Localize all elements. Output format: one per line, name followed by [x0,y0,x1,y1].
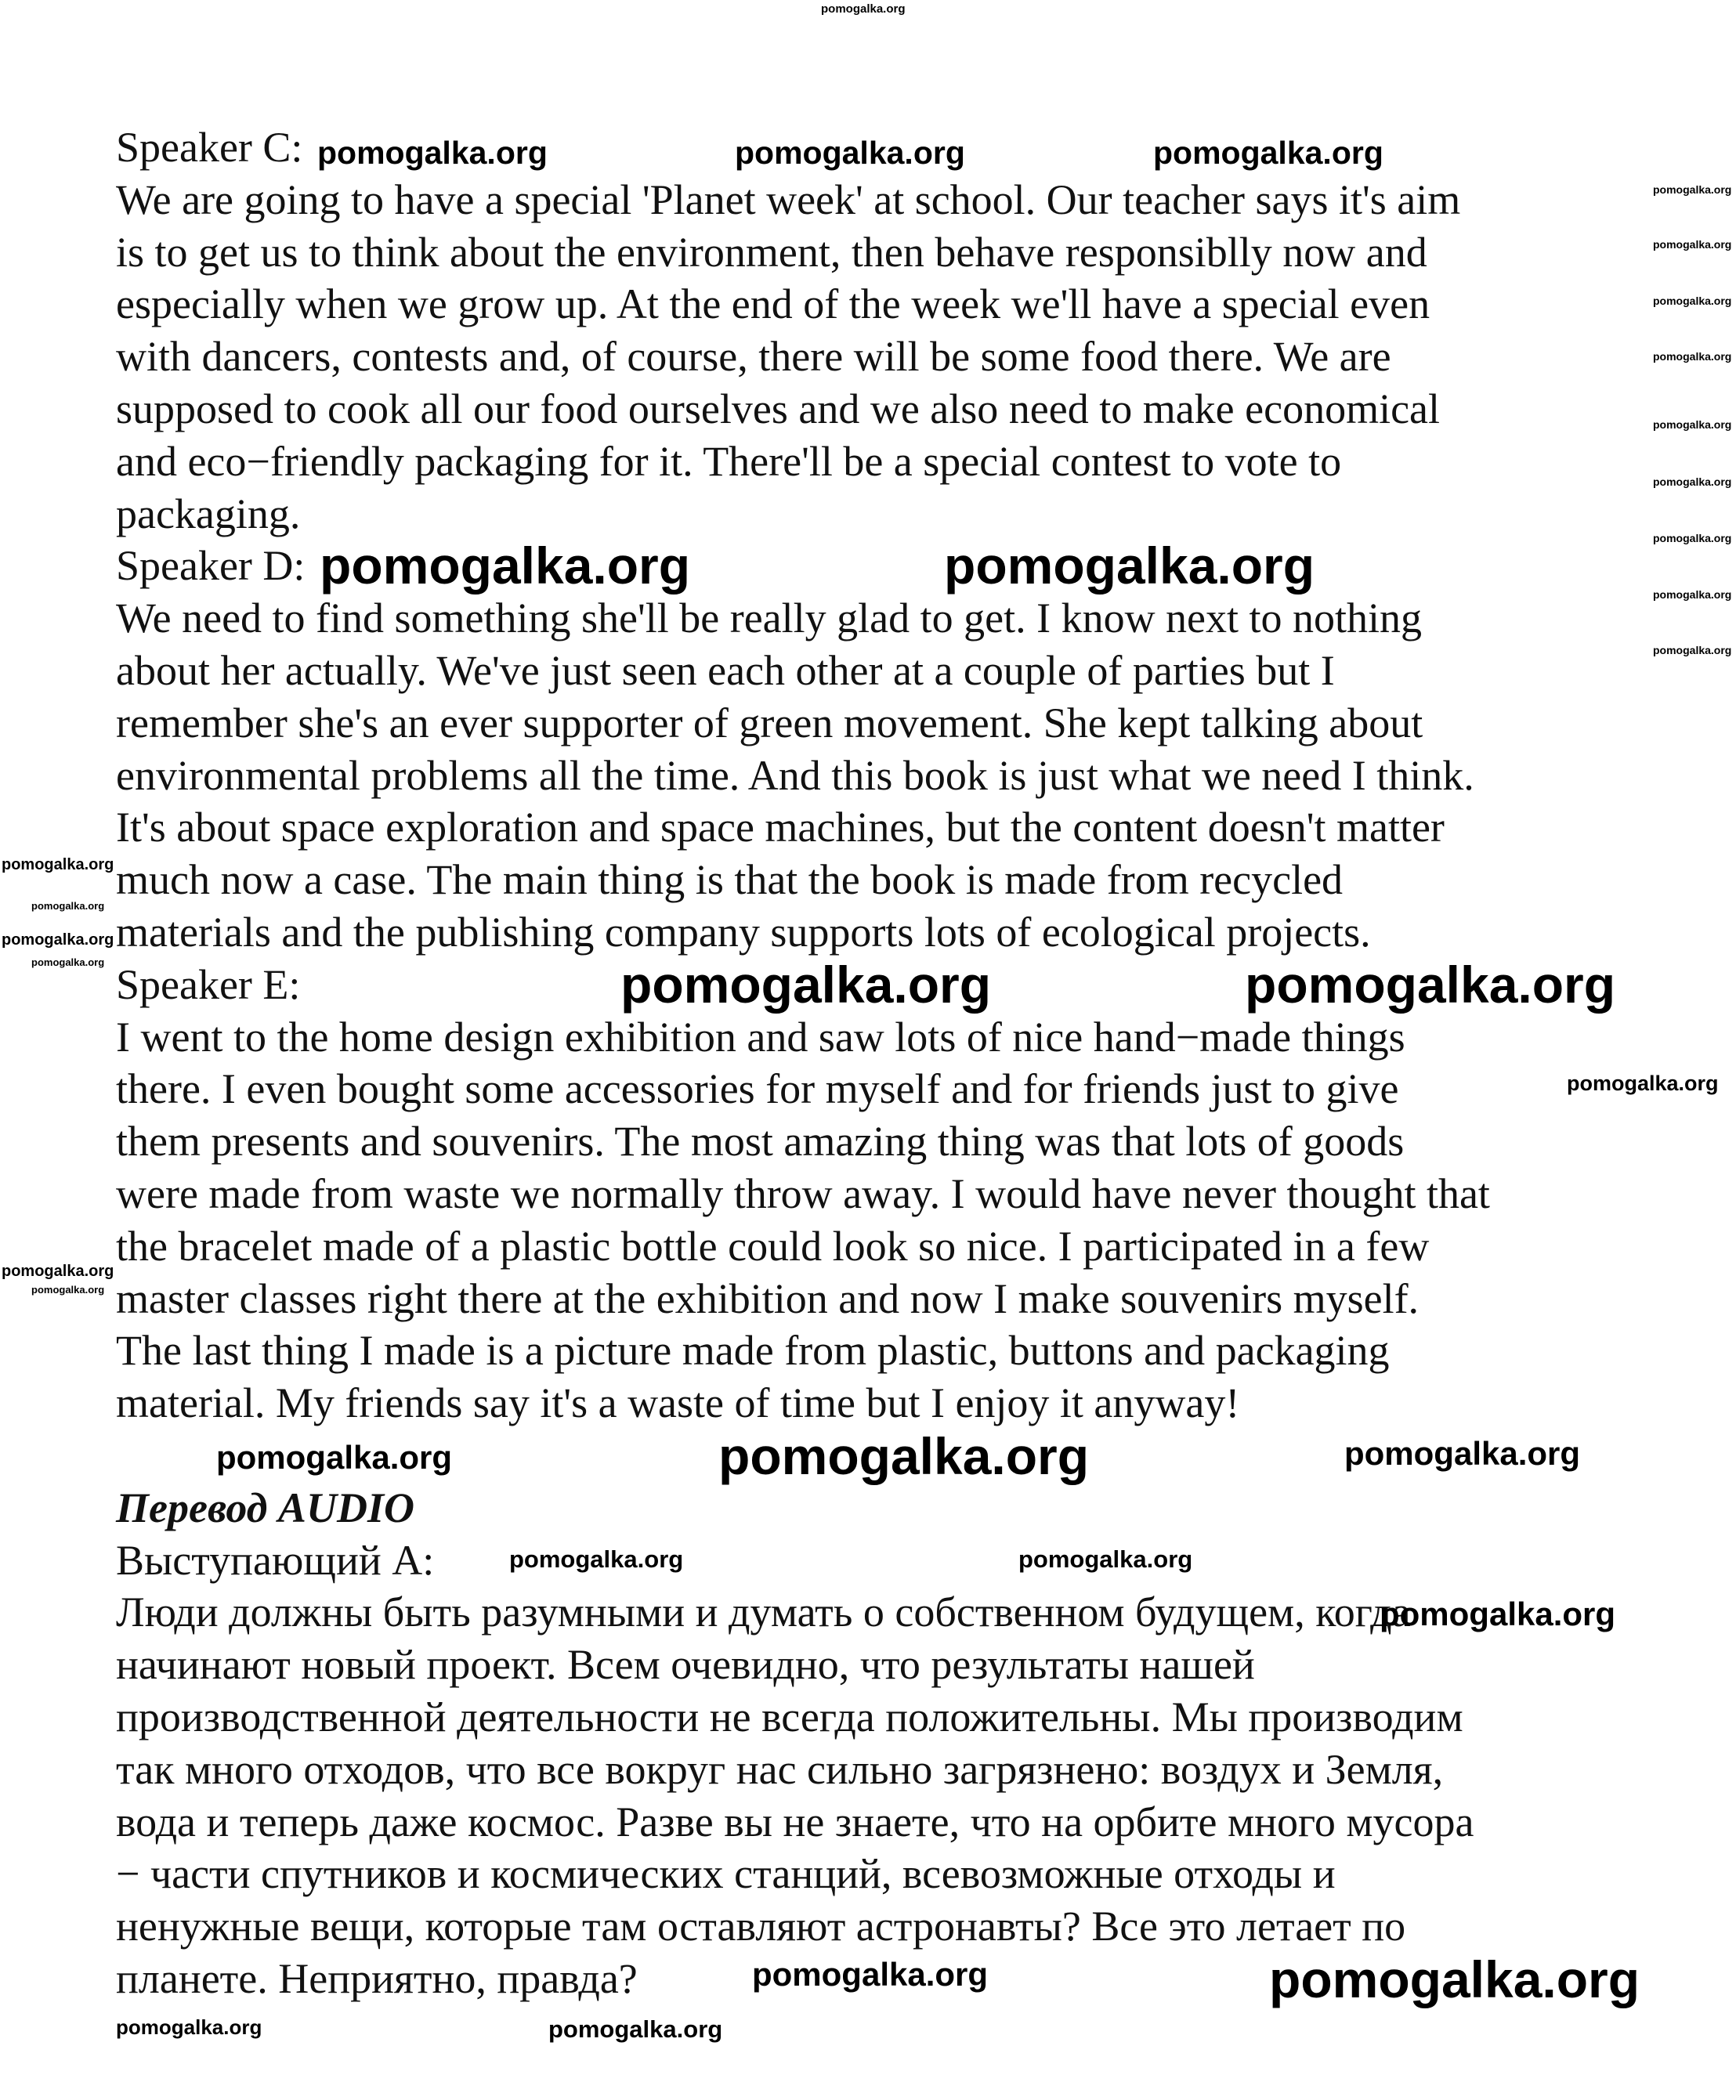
watermark: pomogalka.org [620,956,992,1014]
text-line: производственной деятельности не всегда положительны. Мы производим [116,1693,1463,1740]
text-line: is to get us to think about the environment, then behave responsiblly now and [116,228,1427,276]
watermark: pomogalka.org [31,1284,105,1296]
text-line: packaging. [116,490,301,537]
watermark: pomogalka.org [1018,1545,1193,1573]
watermark: pomogalka.org [1653,418,1732,431]
text-line: and eco−friendly packaging for it. There'll be a special contest to vote to [116,437,1342,485]
speaker-heading: Speaker C: [116,124,303,171]
watermark: pomogalka.org [1653,644,1732,656]
watermark: pomogalka.org [320,537,691,595]
text-line: about her actually. We've just seen each other at a couple of parties but I [116,647,1335,694]
watermark: pomogalka.org [1653,350,1732,363]
watermark: pomogalka.org [2,1263,114,1280]
watermark: pomogalka.org [1653,238,1732,251]
watermark: pomogalka.org [2,856,114,873]
text-line: supposed to cook all our food ourselves and we also need to make economical [116,385,1441,432]
watermark: pomogalka.org [216,1439,453,1476]
watermark: pomogalka.org [1380,1596,1616,1632]
watermark: pomogalka.org [735,135,965,171]
speaker-heading: Выступающий А: [116,1536,435,1584]
watermark: pomogalka.org [1245,956,1616,1014]
watermark: pomogalka.org [509,1545,684,1573]
watermark: pomogalka.org [718,1427,1090,1485]
text-line: ненужные вещи, которые там оставляют астронавты? Все это летает по [116,1903,1406,1950]
watermark: pomogalka.org [116,2015,262,2039]
watermark: pomogalka.org [1153,135,1383,171]
text-line: environmental problems all the time. And this book is just what we need I think. [116,751,1474,799]
text-line: material. My friends say it's a waste of time but I enjoy it anyway! [116,1379,1240,1427]
watermark: pomogalka.org [1653,588,1732,601]
watermark: pomogalka.org [1653,183,1732,196]
text-line: much now a case. The main thing is that the book is made from recycled [116,856,1344,904]
watermark: pomogalka.org [31,900,105,912]
watermark: pomogalka.org [944,537,1315,595]
text-line: especially when we grow up. At the end of the week we'll have a special even [116,280,1430,328]
text-line: планете. Неприятно, правда? [116,1955,638,2002]
speaker-heading: Speaker E: [116,960,301,1008]
text-line: начинают новый проект. Всем очевидно, что результаты нашей [116,1641,1255,1689]
watermark: pomogalka.org [821,2,906,16]
text-line: We are going to have a special 'Planet week' at school. Our teacher says it's aim [116,175,1461,223]
watermark: pomogalka.org [1344,1435,1581,1472]
text-line: − части спутников и космических станций, всевозможные отходы и [116,1850,1336,1898]
text-line: The last thing I made is a picture made from plastic, buttons and packaging [116,1327,1390,1375]
watermark: pomogalka.org [1567,1072,1719,1095]
watermark: pomogalka.org [548,2015,723,2043]
text-line: It's about space exploration and space machines, but the content doesn't matter [116,804,1445,851]
text-line: вода и теперь даже космос. Разве вы не знаете, что на орбите много мусора [116,1798,1474,1845]
watermark: pomogalka.org [2,931,114,949]
text-line: так много отходов, что все вокруг нас сильно загрязнено: воздух и Земля, [116,1745,1444,1793]
translation-title: Перевод AUDIO [116,1484,414,1531]
watermark: pomogalka.org [317,135,548,171]
text-line: master classes right there at the exhibition and now I make souvenirs myself. [116,1274,1420,1322]
text-line: We need to find something she'll be really glad to get. I know next to nothing [116,595,1423,642]
text-line: Люди должны быть разумными и думать о собственном будущем, когда [116,1589,1411,1636]
speaker-heading: Speaker D: [116,542,306,590]
text-line: the bracelet made of a plastic bottle could look so nice. I participated in a few [116,1222,1430,1270]
watermark: pomogalka.org [1653,475,1732,488]
watermark: pomogalka.org [752,1956,989,1993]
watermark: pomogalka.org [1653,532,1732,544]
text-line: there. I even bought some accessories for myself and for friends just to give [116,1065,1399,1113]
watermark: pomogalka.org [1653,295,1732,307]
text-line: I went to the home design exhibition and saw lots of nice hand−made things [116,1013,1405,1061]
text-line: them presents and souvenirs. The most amazing thing was that lots of goods [116,1118,1405,1166]
text-line: were made from waste we normally throw away. I would have never thought that [116,1170,1490,1217]
watermark: pomogalka.org [31,956,105,968]
text-line: materials and the publishing company supports lots of ecological projects. [116,909,1371,956]
watermark: pomogalka.org [1269,1950,1640,2008]
text-line: with dancers, contests and, of course, there will be some food there. We are [116,333,1391,381]
text-line: remember she's an ever supporter of green movement. She kept talking about [116,699,1423,746]
